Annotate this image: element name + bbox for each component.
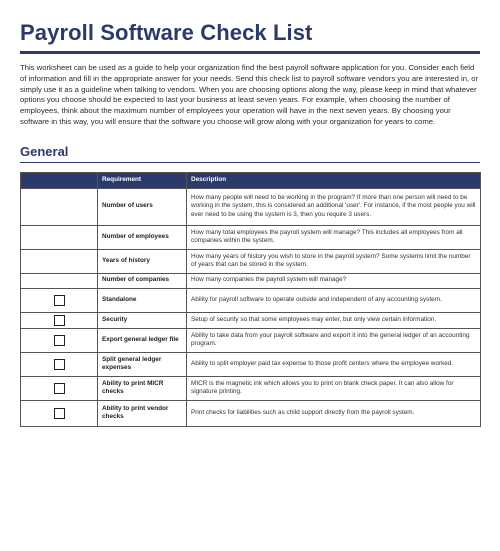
checkbox[interactable] bbox=[54, 315, 65, 326]
title-divider bbox=[20, 51, 480, 54]
description-cell: Ability to take data from your payroll software and export it into the general ledger of an accounting program. bbox=[187, 328, 481, 352]
requirement-cell: Split general ledger expenses bbox=[98, 352, 187, 376]
requirement-cell: Export general ledger file bbox=[98, 328, 187, 352]
checkbox[interactable] bbox=[54, 359, 65, 370]
checkbox[interactable] bbox=[54, 383, 65, 394]
row-check-cell bbox=[21, 352, 98, 376]
description-cell: MICR is the magnetic ink which allows you to print on blank check paper. It can also allow for signature printing. bbox=[187, 376, 481, 400]
checkbox[interactable] bbox=[54, 408, 65, 419]
description-cell: How many total employees the payroll system will manage? This includes all employees from all companies within the system. bbox=[187, 225, 481, 249]
table-row bbox=[21, 352, 481, 376]
table-row bbox=[21, 249, 481, 273]
requirement-cell: Standalone bbox=[98, 288, 187, 312]
table-row bbox=[21, 312, 481, 328]
requirement-cell: Ability to print vendor checks bbox=[98, 400, 187, 426]
table-row bbox=[21, 225, 481, 249]
requirement-cell: Number of companies bbox=[98, 273, 187, 288]
table-row bbox=[21, 400, 481, 426]
checkbox[interactable] bbox=[54, 295, 65, 306]
table-body bbox=[21, 188, 481, 426]
table-row bbox=[21, 188, 481, 225]
section-divider bbox=[20, 162, 480, 163]
checkbox[interactable] bbox=[54, 335, 65, 346]
requirement-cell: Number of employees bbox=[98, 225, 187, 249]
section-heading-general: General bbox=[20, 143, 69, 159]
description-cell: Ability for payroll software to operate outside and independent of any accounting system. bbox=[187, 288, 481, 312]
page-title: Payroll Software Check List bbox=[20, 20, 313, 45]
requirement-cell: Years of history bbox=[98, 249, 187, 273]
header-requirement: Requirement bbox=[98, 172, 187, 188]
description-cell: Ability to split employer paid tax expense to those profit centers where the employee worked. bbox=[187, 352, 481, 376]
description-cell: How many companies the payroll system will manage? bbox=[187, 273, 481, 288]
table-row bbox=[21, 376, 481, 400]
row-check-cell bbox=[21, 188, 98, 225]
row-check-cell bbox=[21, 249, 98, 273]
description-cell: How many years of history you wish to store in the payroll system? Some systems limit the number of years that can be stored in the system. bbox=[187, 249, 481, 273]
table-row bbox=[21, 273, 481, 288]
description-cell: Print checks for liabilities such as child support directly from the payroll system. bbox=[187, 400, 481, 426]
row-check-cell bbox=[21, 328, 98, 352]
row-check-cell bbox=[21, 376, 98, 400]
checklist-table bbox=[20, 172, 481, 427]
row-check-cell bbox=[21, 400, 98, 426]
row-check-cell bbox=[21, 288, 98, 312]
table-row bbox=[21, 288, 481, 312]
intro-paragraph: This worksheet can be used as a guide to help your organization find the best payroll software application for you. Consider each field of information and fill in the appropriate answer for your needs. Send this check list to payroll software vendors you are interested in, or simply use it as a guideline when talking to vendors. When you are choosing options along the way, please keep in mind that whatever options you choose should be expected to last your business at least seven years. For example, when choosing the number of employees, think about the maximum number of employees your operation will have in the next seven years. By choosing your software in this way, you will ensure that the software you choose will grow along with your organization for years to come. bbox=[20, 63, 479, 126]
table-header-row bbox=[21, 172, 481, 188]
row-check-cell bbox=[21, 312, 98, 328]
row-check-cell bbox=[21, 273, 98, 288]
description-cell: How many people will need to be working in the program? If more than one person will need to be working in the system, this is considered an additional 'user'. For instance, if the most people you will ever need to be using the system is 3, then you require 3 users. bbox=[187, 188, 481, 225]
row-check-cell bbox=[21, 225, 98, 249]
header-check bbox=[21, 172, 98, 188]
document-page bbox=[20, 20, 480, 427]
requirement-cell: Security bbox=[98, 312, 187, 328]
requirement-cell: Ability to print MICR checks bbox=[98, 376, 187, 400]
table-row bbox=[21, 328, 481, 352]
header-description: Description bbox=[187, 172, 481, 188]
requirement-cell: Number of users bbox=[98, 188, 187, 225]
description-cell: Setup of security so that some employees may enter, but only view certain information. bbox=[187, 312, 481, 328]
